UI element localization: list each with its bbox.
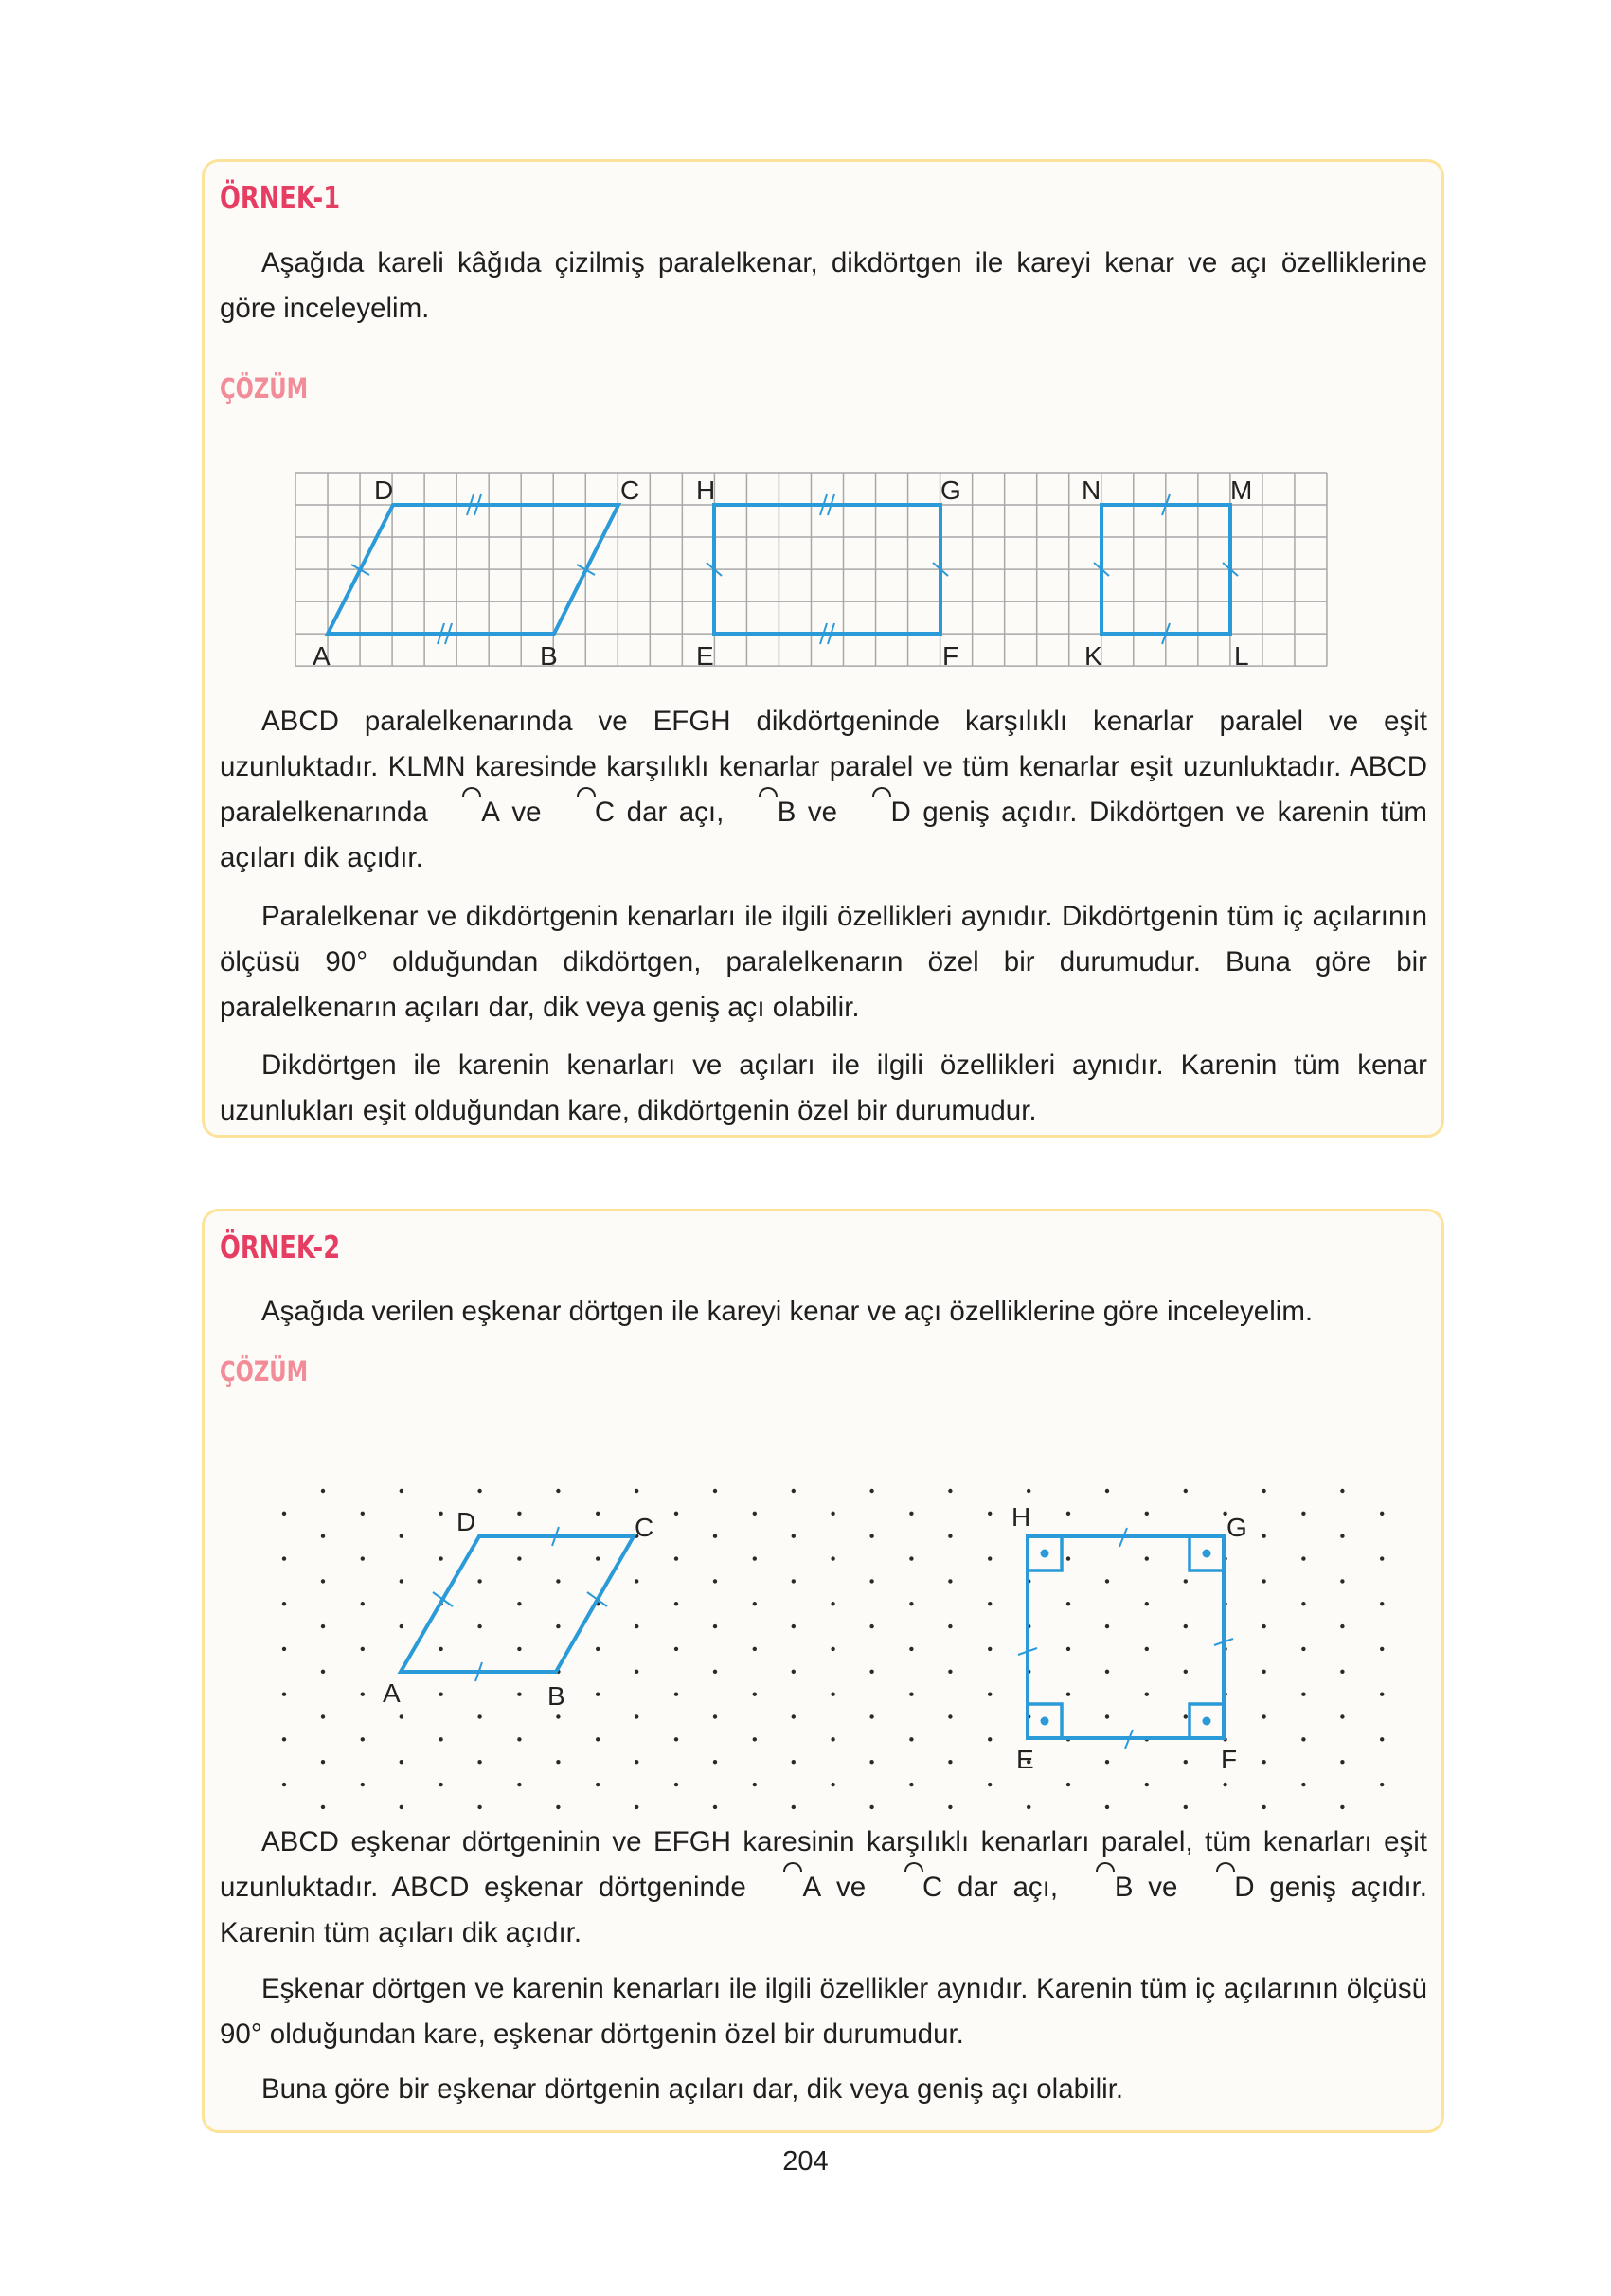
vertex-label-e: E — [696, 641, 714, 671]
example-1-paragraph-3: Dikdörtgen ile karenin kenarları ve açıları ile ilgili özellikleri aynıdır. Karenin tüm kenar uzunlukları eşit olduğundan kare, dikdörtgenin özel bir durumudur. — [220, 1049, 1427, 1126]
vertex-label-m: M — [1230, 475, 1253, 505]
example-2-title: ÖRNEK-2 — [220, 1229, 341, 1265]
example-2-paragraph-2: Eşkenar dörtgen ve karenin kenarları ile ilgili özellikler aynıdır. Karenin tüm iç açılarının ölçüsü 90° olduğundan kare, eşkenar dörtgenin özel bir durumudur. — [220, 1973, 1427, 2050]
page-number: 204 — [782, 2146, 829, 2177]
square-efgh — [1028, 1536, 1224, 1738]
vertex-label-f: F — [1221, 1745, 1238, 1774]
vertex-label-d: D — [456, 1507, 476, 1536]
angle-d: D — [1192, 1865, 1254, 1910]
vertex-label-c: C — [635, 1513, 654, 1542]
angle-c: C — [881, 1865, 942, 1910]
vertex-label-c: C — [620, 475, 640, 505]
vertex-label-n: N — [1082, 475, 1101, 505]
angle-a: A — [439, 790, 500, 835]
angle-b: B — [1073, 1865, 1134, 1910]
vertex-label-h: H — [1011, 1502, 1031, 1532]
example-1-question: Aşağıda kareli kâğıda çizilmiş paralelkenar, dikdörtgen ile kareyi kenar ve açı özelliklerine göre inceleyelim. — [220, 247, 1427, 324]
example-2-paragraph-1: ABCD eşkenar dörtgeninin ve EFGH karesinin karşılıklı kenarları paralel, tüm kenarları eşit uzunluktadır. ABCD eşkenar dörtgeninde A ve C dar açı, B ve D geniş açıdır. Karenin tüm açıları dik açıdır. — [220, 1826, 1427, 1948]
example-1-title: ÖRNEK-1 — [220, 179, 341, 216]
vertex-label-b: B — [540, 641, 558, 671]
vertex-label-d: D — [374, 475, 394, 505]
vertex-label-b: B — [547, 1681, 565, 1711]
vertex-label-g: G — [1226, 1513, 1247, 1542]
example-2-question: Aşağıda verilen eşkenar dörtgen ile kareyi kenar ve açı özelliklerine göre inceleyelim. — [261, 1296, 1314, 1327]
angle-a: A — [761, 1865, 822, 1910]
vertex-label-g: G — [940, 475, 961, 505]
example-2-solution-label: ÇÖZÜM — [220, 1355, 309, 1388]
vertex-label-a: A — [313, 641, 331, 671]
vertex-label-f: F — [942, 641, 959, 671]
example-1-paragraph-1: ABCD paralelkenarında ve EFGH dikdörtgeninde karşılıklı kenarlar paralel ve eşit uzunluktadır. KLMN karesinde karşılıklı kenarlar paralel ve tüm kenarlar eşit uzunluktadır. ABCD paralelkenarında A ve C dar açı, B ve D geniş açıdır. Dikdörtgen ve karenin tüm açıları dik açıdır. — [220, 706, 1427, 873]
angle-d: D — [849, 790, 910, 835]
vertex-label-h: H — [696, 475, 716, 505]
angle-c: C — [553, 790, 615, 835]
example-1-solution-label: ÇÖZÜM — [220, 372, 309, 404]
angle-b: B — [736, 790, 797, 835]
vertex-label-a: A — [383, 1678, 401, 1708]
vertex-label-l: L — [1234, 641, 1249, 671]
example-1-paragraph-2: Paralelkenar ve dikdörtgenin kenarları ile ilgili özellikleri aynıdır. Dikdörtgenin tüm iç açılarının ölçüsü 90° olduğundan dikdörtgen, paralelkenarın özel bir durumudur. Buna göre bir paralelkenarın açıları dar, dik veya geniş açı olabilir. — [220, 901, 1427, 1023]
vertex-label-k: K — [1084, 641, 1102, 671]
vertex-label-e: E — [1016, 1745, 1034, 1774]
example-2-paragraph-3: Buna göre bir eşkenar dörtgenin açıları dar, dik veya geniş açı olabilir. — [261, 2073, 1124, 2105]
